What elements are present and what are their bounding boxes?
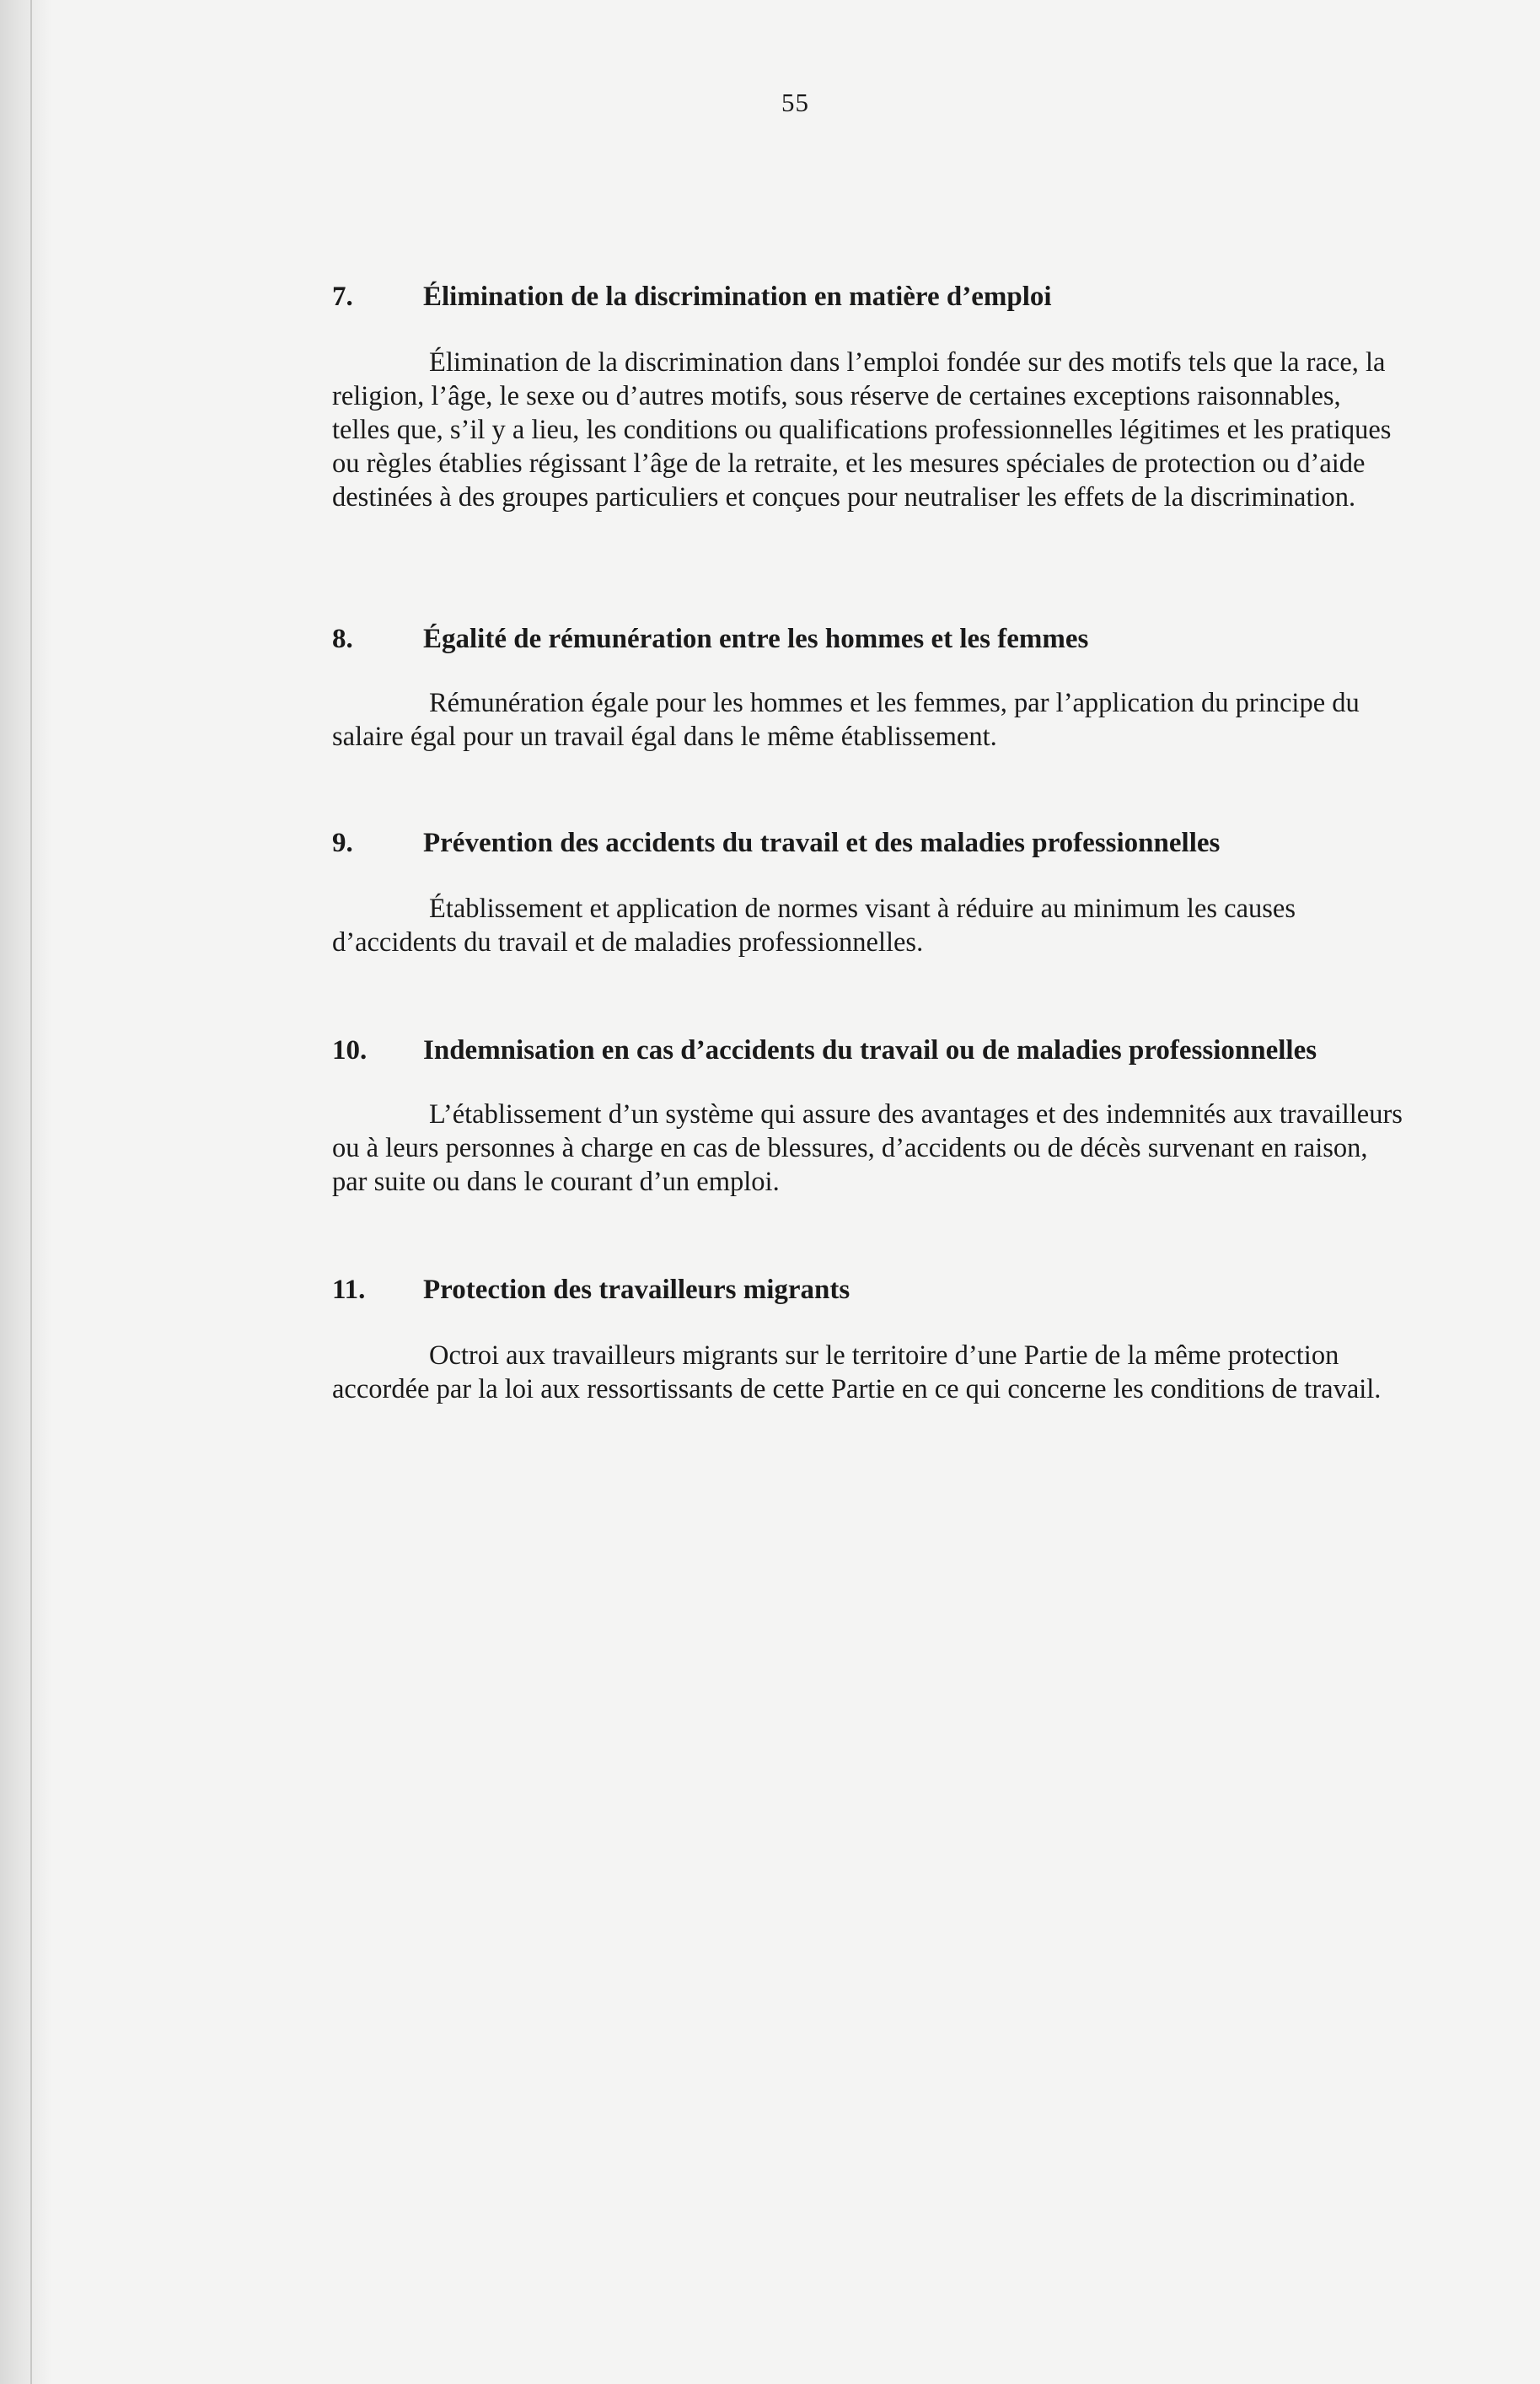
section-paragraph: Octroi aux travailleurs migrants sur le territoire d’une Partie de la même protection accordée par la loi aux ressortissants de cette Partie en ce qui concerne les conditions de travail.	[332, 1340, 1382, 1404]
section-paragraph: Rémunération égale pour les hommes et les femmes, par l’application du principe du salaire égal pour un travail égal dans le même établissement.	[332, 688, 1360, 752]
page-binding-edge	[0, 0, 52, 2384]
section-number: 8.	[332, 624, 353, 654]
section-heading	[332, 280, 1404, 314]
section-number: 7.	[332, 282, 353, 312]
section-title: Prévention des accidents du travail et des maladies professionnelles	[423, 828, 1221, 858]
page-number: 55	[781, 88, 809, 117]
section-9	[332, 826, 1404, 959]
section-number: 9.	[332, 828, 353, 858]
section-paragraph: L’établissement d’un système qui assure des avantages et des indemnités aux travailleurs ou à leurs personnes à charge en cas de blessures, d’accidents ou de décès survenant en raison, par suite ou dans le courant d’un emploi.	[332, 1099, 1403, 1197]
section-number: 11.	[332, 1275, 366, 1305]
section-heading	[332, 1273, 1404, 1307]
section-10	[332, 1034, 1404, 1199]
section-8	[332, 622, 1404, 754]
section-title: Égalité de rémunération entre les hommes et les femmes	[423, 624, 1089, 654]
section-number: 10.	[332, 1035, 368, 1066]
section-heading	[332, 622, 1404, 656]
section-title: Protection des travailleurs migrants	[423, 1275, 850, 1305]
section-7	[332, 280, 1404, 514]
section-paragraph: Établissement et application de normes visant à réduire au minimum les causes d’accidents du travail et de maladies professionnelles.	[332, 894, 1296, 958]
section-title: Élimination de la discrimination en matière d’emploi	[423, 282, 1052, 312]
binding-line	[30, 0, 32, 2384]
section-heading	[332, 826, 1404, 860]
section-title: Indemnisation en cas d’accidents du travail ou de maladies professionnelles	[423, 1035, 1317, 1066]
section-paragraph: Élimination de la discrimination dans l’emploi fondée sur des motifs tels que la race, la religion, l’âge, le sexe ou d’autres motifs, sous réserve de certaines exceptions raisonnables, telles que, s’il y a lieu, les conditions ou qualifications professionnelles légitimes et les pratiques ou règles établies régissant l’âge de la retraite, et les mesures spéciales de protection ou d’aide destinées à des groupes particuliers et conçues pour neutraliser les effets de la discrimination.	[332, 347, 1392, 513]
section-heading	[332, 1034, 1404, 1067]
section-11	[332, 1273, 1404, 1406]
